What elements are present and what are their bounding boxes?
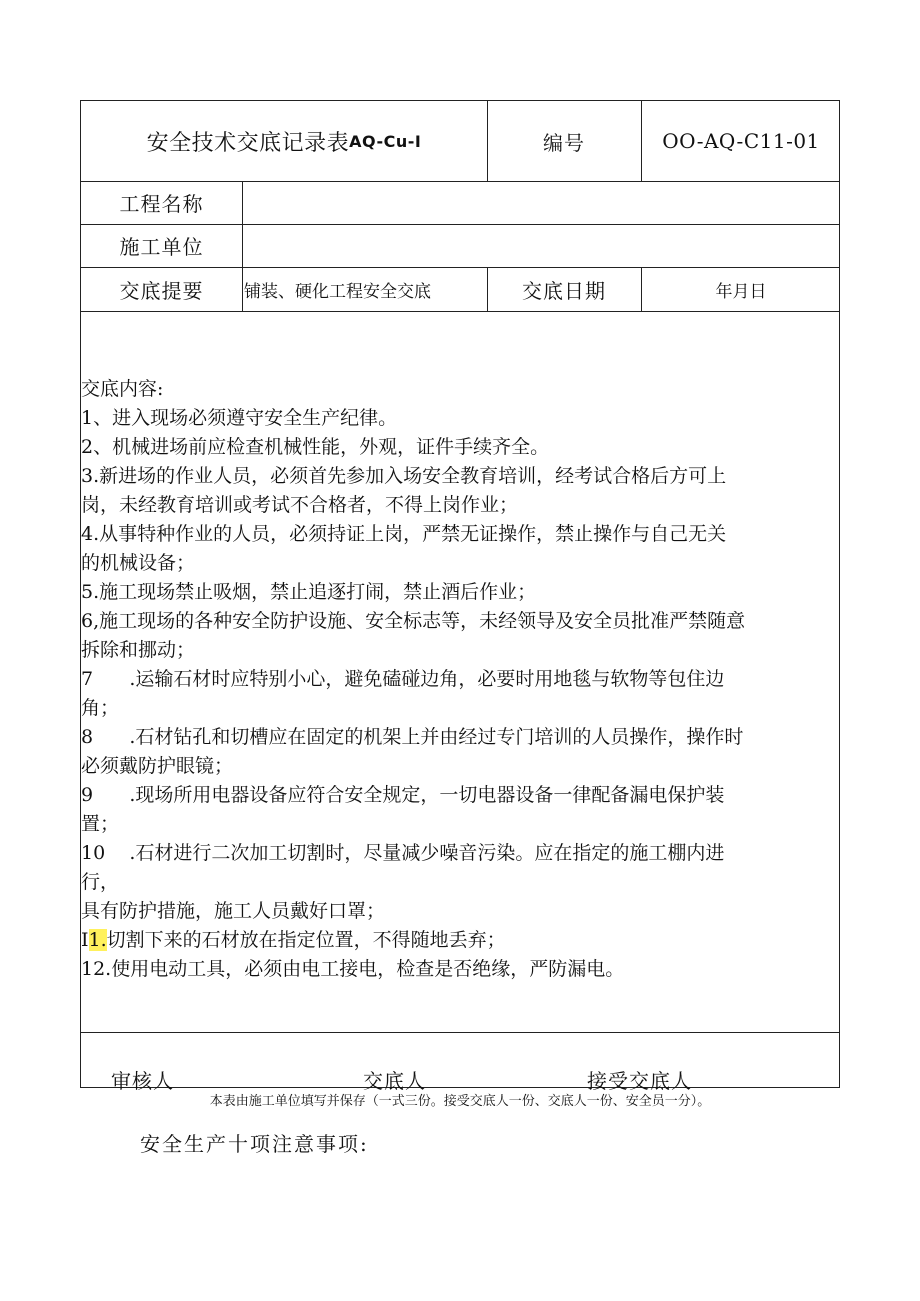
content-line: 拆除和挪动； (81, 639, 196, 661)
line-11-text: 切割下来的石材放在指定位置，不得随地丢弃； (106, 929, 506, 951)
form-footnote: 本表由施工单位填写并保存（一式三份。接受交底人一份、交底人一份、安全员一分）。 (209, 1094, 711, 1109)
line-11-prefix: I (81, 929, 89, 951)
disclosure-content (81, 375, 841, 984)
number-label: 编号 (543, 130, 585, 155)
content-line-12: 12.使用电动工具，必须由电工接电，检查是否绝缘，严防漏电。 (81, 958, 625, 980)
highlighted-text: 1. (88, 929, 107, 951)
content-line-11 (81, 926, 841, 955)
content-line: 行， (81, 871, 120, 893)
form-title-code: AQ-Cu-I (349, 131, 422, 151)
number-value: OO-AQ-C11-01 (662, 129, 820, 153)
content-line: 4.从事特种作业的人员，必须持证上岗，严禁无证操作，禁止操作与自己无关 (81, 523, 727, 545)
reviewer-label: 审核人 (111, 1069, 174, 1093)
content-line: 岗，未经教育培训或考试不合格者，不得上岗作业； (81, 494, 519, 516)
row-divider (81, 311, 839, 312)
date-label: 交底日期 (522, 278, 606, 303)
content-line: 置； (81, 813, 120, 835)
content-line: 1、进入现场必须遵守安全生产纪律。 (81, 407, 398, 429)
content-line: 角； (81, 697, 120, 719)
form-title (81, 101, 487, 181)
date-value: 年月日 (715, 281, 767, 302)
content-line: 交底内容: (81, 378, 164, 400)
construction-unit-label: 施工单位 (119, 235, 204, 259)
construction-unit-field[interactable] (242, 224, 841, 267)
content-line: 5.施工现场禁止吸烟，禁止追逐打闹，禁止酒后作业； (81, 581, 537, 603)
discloser-label: 交底人 (363, 1069, 426, 1093)
safety-disclosure-form (80, 100, 840, 1093)
content-line: 2、机械进场前应检查机械性能，外观，证件手续齐全。 (81, 436, 550, 458)
section-title: 安全生产十项注意事项: (140, 1132, 369, 1156)
form-title-main: 安全技术交底记录表 (146, 130, 350, 156)
summary-label: 交底提要 (119, 278, 204, 303)
receiver-label: 接受交底人 (587, 1069, 692, 1093)
content-line: 3.新进场的作业人员，必须首先参加入场安全教育培训，经考试合格后方可上 (81, 465, 727, 487)
content-line: 具有防护措施，施工人员戴好口罩； (81, 900, 386, 922)
content-line: 10 .石材进行二次加工切割时，尽量减少噪音污染。应在指定的施工棚内进 (81, 842, 725, 864)
project-name-label: 工程名称 (119, 192, 204, 216)
content-line: 必须戴防护眼镜； (81, 755, 234, 777)
row-divider (81, 1032, 839, 1033)
content-line: 7 .运输石材时应特别小心，避免磕碰边角，必要时用地毯与软物等包住边 (81, 668, 725, 690)
summary-value: 铺装、硬化工程安全交底 (244, 281, 431, 302)
content-line: 8 .石材钻孔和切槽应在固定的机架上并由经过专门培训的人员操作，操作时 (81, 726, 744, 748)
content-line: 9 .现场所用电器设备应符合安全规定，一切电器设备一律配备漏电保护装 (81, 784, 725, 806)
project-name-field[interactable] (242, 181, 841, 224)
content-line: 的机械设备； (81, 552, 196, 574)
content-line: 6,施工现场的各种安全防护设施、安全标志等，未经领导及安全员批准严禁随意 (81, 610, 746, 632)
